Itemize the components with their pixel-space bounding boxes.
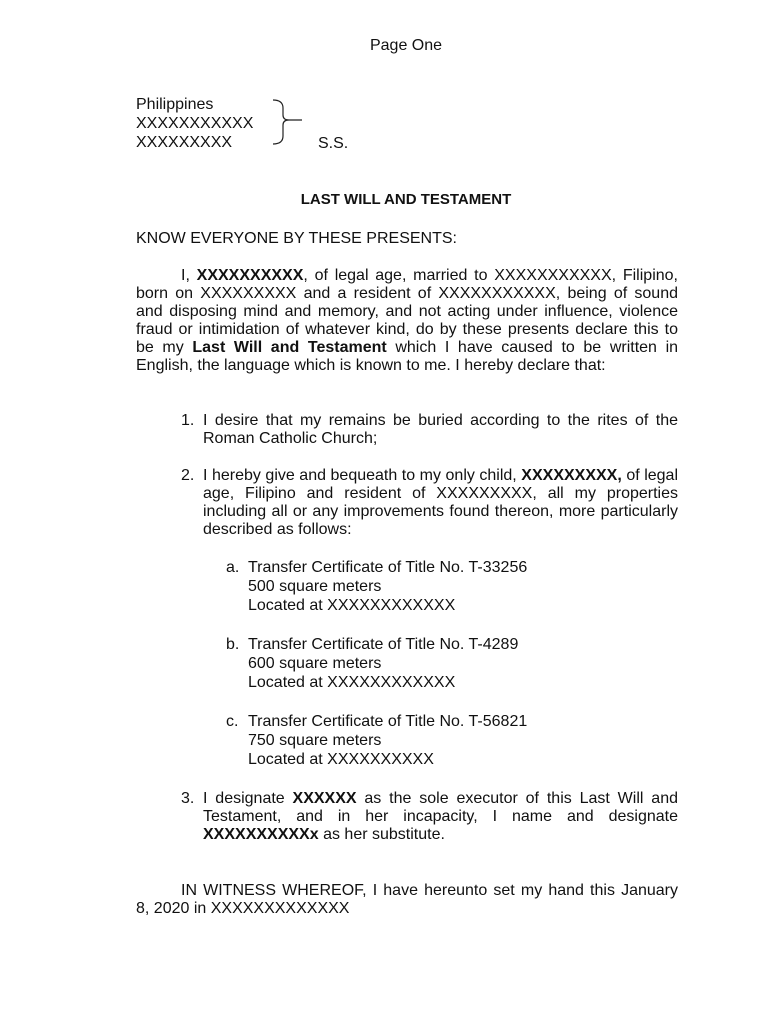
- property-location: Located at XXXXXXXXXX: [248, 751, 434, 768]
- item-number: 3.: [181, 790, 195, 807]
- substitute-name: XXXXXXXXXXx: [203, 826, 319, 843]
- property-area: 600 square meters: [248, 655, 382, 672]
- intro-paragraph: [136, 267, 678, 375]
- list-item: [181, 412, 678, 448]
- will-title-inline: Last Will and Testament: [192, 339, 387, 356]
- item-text-part: I hereby give and bequeath to my only child,: [203, 467, 522, 484]
- property-title: Transfer Certificate of Title No. T-4289: [248, 636, 519, 653]
- property-item: [226, 712, 626, 769]
- venue-block: [136, 95, 253, 152]
- property-location: Located at XXXXXXXXXXXX: [248, 597, 456, 614]
- know-everyone-heading: KNOW EVERYONE BY THESE PRESENTS:: [136, 230, 457, 247]
- item-text: [203, 467, 678, 539]
- item-text-part: as the sole executor of this Last Will and Testament, and in her incapacity, I name and designate: [203, 790, 678, 825]
- venue-country: Philippines: [136, 96, 214, 113]
- item-number: 1.: [181, 412, 195, 429]
- intro-text-2: , of legal age, married to XXXXXXXXXXX, Filipino, born on XXXXXXXXX and a resident of XXXXXXXXXXX, being of sound and disposing mind and memory, and not acting under influence, violence fraud or intimidation of whatever kind, do by these presents declare this to be my: [136, 267, 678, 356]
- property-letter: c.: [226, 713, 239, 730]
- property-title: Transfer Certificate of Title No. T-33256: [248, 559, 528, 576]
- item-text-part: of legal age, Filipino and resident of XXXXXXXXX, all my properties including all or any improvements found thereon, more particularly described as follows:: [203, 467, 679, 538]
- property-location: Located at XXXXXXXXXXXX: [248, 674, 456, 691]
- venue-province: XXXXXXXXXXX: [136, 115, 254, 132]
- item-text-part: as her substitute.: [318, 826, 445, 843]
- item-text: [203, 790, 678, 844]
- intro-text-1: I,: [181, 267, 197, 284]
- document-title: LAST WILL AND TESTAMENT: [300, 191, 512, 208]
- property-area: 500 square meters: [248, 578, 382, 595]
- property-letter: b.: [226, 636, 240, 653]
- property-area: 750 square meters: [248, 732, 382, 749]
- item-number: 2.: [181, 467, 195, 484]
- executor-name: XXXXXX: [292, 790, 357, 807]
- property-title: Transfer Certificate of Title No. T-56821: [248, 713, 528, 730]
- brace-icon: [270, 99, 304, 145]
- venue-city: XXXXXXXXX: [136, 134, 233, 151]
- ss-label: S.S.: [318, 135, 349, 152]
- intro-text-3: which I have caused to be written in English, the language which is known to me. I hereby declare that:: [136, 339, 679, 374]
- testator-name: XXXXXXXXXX: [196, 267, 304, 284]
- property-item: [226, 635, 626, 692]
- item-text-part: I designate: [203, 790, 293, 807]
- list-item: [181, 467, 678, 539]
- page-label: Page One: [369, 37, 443, 54]
- property-letter: a.: [226, 559, 240, 576]
- property-item: [226, 558, 626, 615]
- list-item: [181, 790, 678, 844]
- witness-paragraph: IN WITNESS WHEREOF, I have hereunto set my hand this January 8, 2020 in XXXXXXXXXXXXX: [136, 882, 678, 917]
- item-text: I desire that my remains be buried according to the rites of the Roman Catholic Church;: [203, 412, 678, 447]
- heir-name: XXXXXXXXX,: [521, 467, 622, 484]
